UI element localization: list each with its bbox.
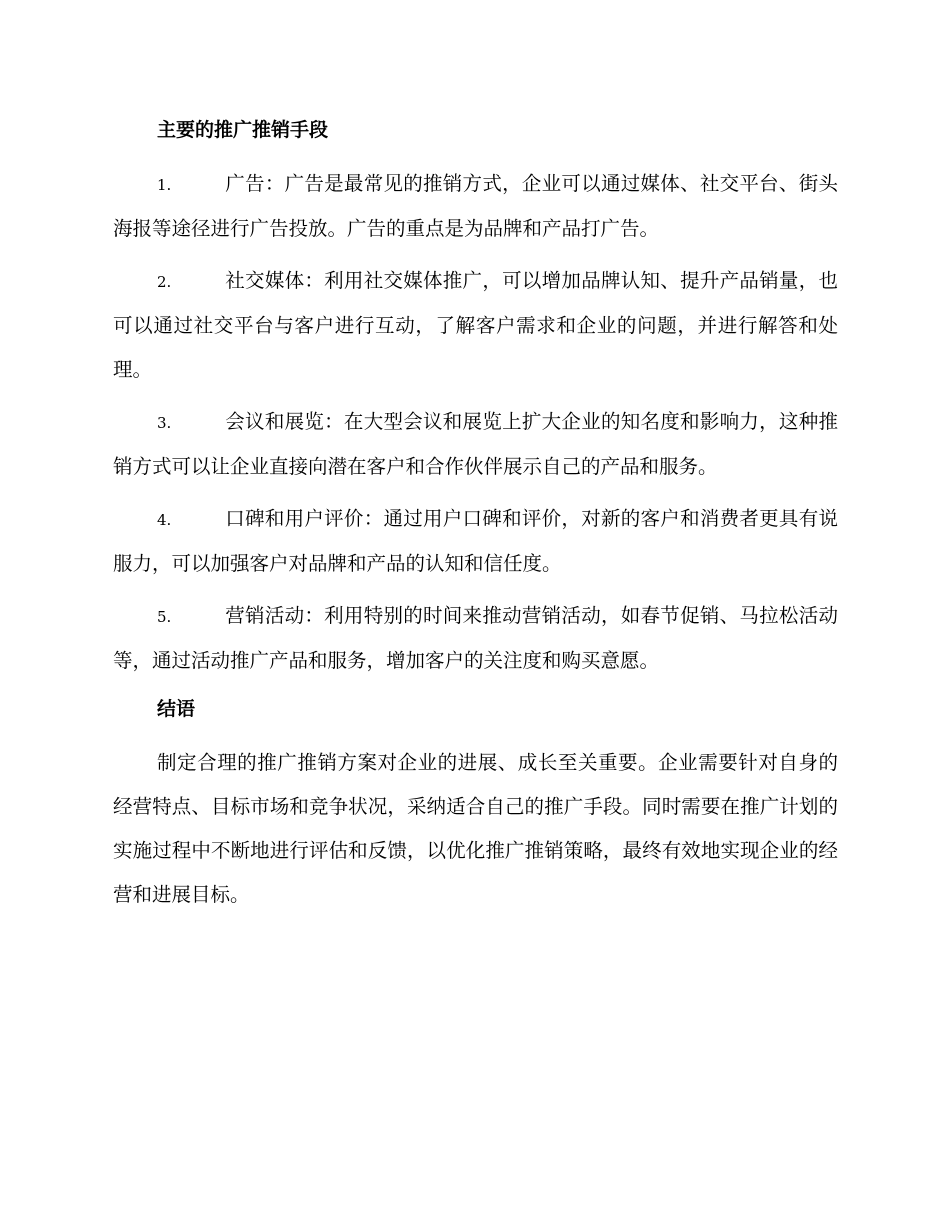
list-item-text: 营销活动：利用特别的时间来推动营销活动，如春节促销、马拉松活动等，通过活动推广产品和服务，增加客户的关注度和购买意愿。 [113,604,838,672]
list-item-marketing-events [113,594,838,683]
document-body [113,112,838,917]
list-item-social-media [113,259,838,392]
section-heading-conclusion: 结语 [157,698,196,720]
list-item-text: 广告：广告是最常见的推销方式，企业可以通过媒体、社交平台、街头海报等途径进行广告投放。广告的重点是为品牌和产品打广告。 [113,172,838,240]
list-item-text: 社交媒体：利用社交媒体推广，可以增加品牌认知、提升产品销量，也可以通过社交平台与客户进行互动，了解客户需求和企业的问题，并进行解答和处理。 [113,269,838,381]
list-number: 1. [157,176,172,194]
conclusion-paragraph: 制定合理的推广推销方案对企业的进展、成长至关重要。企业需要针对自身的经营特点、目标市场和竞争状况，采纳适合自己的推广手段。同时需要在推广计划的实施过程中不断地进行评估和反馈，以优化推广推销策略，最终有效地实现企业的经营和进展目标。 [113,751,838,906]
list-number: 3. [157,414,172,432]
section-heading-promotion-methods: 主要的推广推销手段 [157,119,329,141]
list-number: 2. [157,273,172,291]
list-item-word-of-mouth [113,497,838,586]
list-number: 4. [157,511,172,529]
list-item-advertising [113,162,838,251]
list-item-conferences-exhibitions [113,400,838,489]
list-item-text: 会议和展览：在大型会议和展览上扩大企业的知名度和影响力，这种推销方式可以让企业直接向潜在客户和合作伙伴展示自己的产品和服务。 [113,410,838,478]
list-number: 5. [157,608,172,626]
list-item-text: 口碑和用户评价：通过用户口碑和评价，对新的客户和消费者更具有说服力，可以加强客户对品牌和产品的认知和信任度。 [113,507,838,575]
